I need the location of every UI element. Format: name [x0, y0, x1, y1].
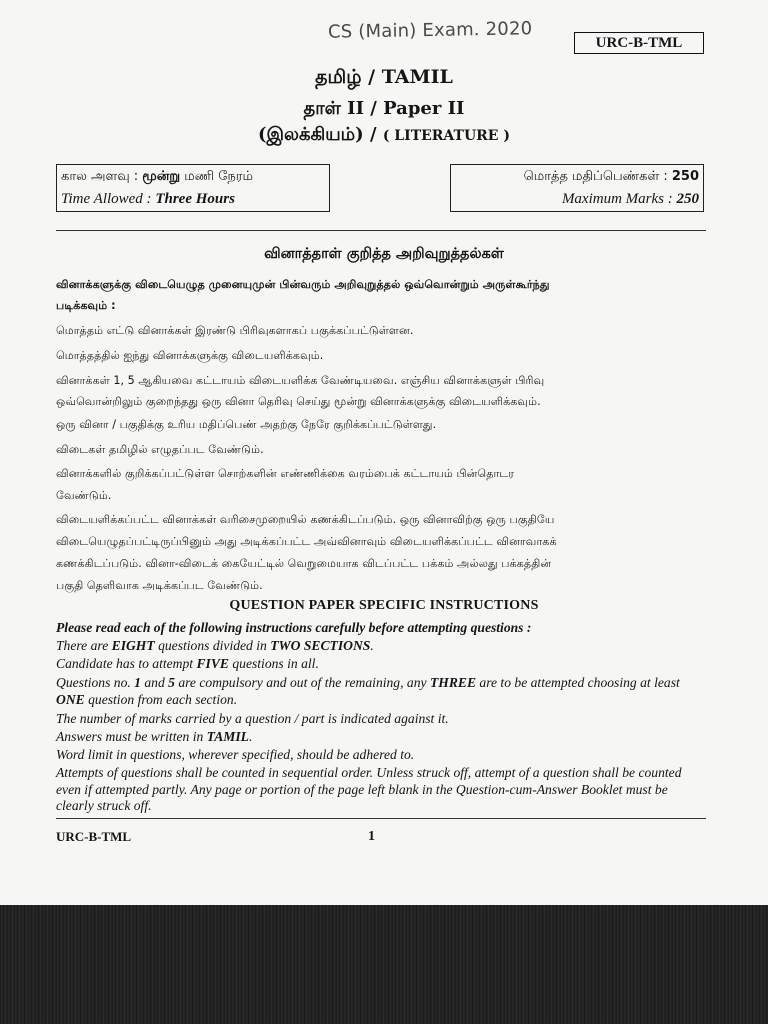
tamil-instruction-7c: கணக்கிடப்படும். வினா-விடைக் கையேட்டில் வெறுமையாக விடப்பட்ட பக்கம் அல்லது பக்கத்தின் [56, 557, 552, 570]
tamil-instruction-4: ஒரு வினா / பகுதிக்கு உரிய மதிப்பெண் அதற்கு நேரே குறிக்கப்பட்டுள்ளது. [56, 418, 437, 431]
tamil-instruction-7d: பகுதி தெளிவாக அடிக்கப்பட வேண்டும். [56, 579, 263, 592]
tamil-intro-line-2: படிக்கவும் : [56, 299, 116, 312]
tamil-instruction-5: விடைகள் தமிழில் எழுதப்பட வேண்டும். [56, 443, 264, 456]
tamil-instruction-6a: வினாக்களில் குறிக்கப்பட்டுள்ள சொற்களின் எண்ணிக்கை வரம்பைக் கட்டாயம் பின்தொடர [56, 467, 515, 480]
english-instruction-5: Answers must be written in TAMIL. [56, 729, 253, 744]
footer-page-number: 1 [368, 829, 375, 844]
tamil-instruction-1: மொத்தம் எட்டு வினாக்கள் இரண்டு பிரிவுகளாகப் பகுக்கப்பட்டுள்ளன. [56, 324, 414, 337]
paper-title: தாள் II / Paper II [303, 98, 465, 119]
time-english: Time Allowed : Three Hours [61, 191, 235, 207]
tamil-instruction-7b: விடையெழுதப்பட்டிருப்பினும் அது அடிக்கப்பட்ட அவ்வினாவும் விடையளிக்கப்பட்ட வினாவாகக் [56, 535, 557, 548]
english-instruction-7: Attempts of questions shall be counted in sequential order. Unless struck off, attempt of a question shall be counted even if attempted partly. Any page or portion of the page left blank in the Question-cum-Answer Booklet must be clearly struck off. [56, 765, 682, 813]
tamil-instruction-6b: வேண்டும். [56, 489, 112, 502]
section-title-tamil: (இலக்கியம்) / [258, 124, 377, 145]
paper-code-box: URC-B-TML [574, 32, 704, 54]
divider-bottom [56, 818, 706, 819]
divider-top [56, 230, 706, 231]
tamil-instructions-heading: வினாத்தாள் குறித்த அறிவுறுத்தல்கள் [264, 246, 504, 262]
subject-title: தமிழ் / TAMIL [315, 66, 453, 88]
english-instruction-1: There are EIGHT questions divided in TWO SECTIONS. [56, 638, 374, 653]
english-instruction-2: Candidate has to attempt FIVE questions in all. [56, 656, 319, 671]
english-instruction-4: The number of marks carried by a question / part is indicated against it. [56, 711, 449, 726]
section-title [0, 124, 768, 147]
marks-english: Maximum Marks : 250 [561, 191, 699, 207]
maximum-marks-box [450, 164, 704, 212]
english-instructions-heading: QUESTION PAPER SPECIFIC INSTRUCTIONS [229, 598, 539, 613]
tamil-instruction-3a: வினாக்கள் 1, 5 ஆகியவை கட்டாயம் விடையளிக்க வேண்டியவை. எஞ்சிய வினாக்களுள் பிரிவு [56, 374, 545, 387]
tamil-intro-line-1: வினாக்களுக்கு விடையெழுத முனையுமுன் பின்வரும் அறிவுறுத்தல் ஒவ்வொன்றும் அருள்கூர்ந்து [56, 278, 550, 291]
tamil-instruction-2: மொத்தத்தில் ஐந்து வினாக்களுக்கு விடையளிக்கவும். [56, 349, 324, 362]
time-allowed-box [56, 164, 330, 212]
marks-tamil: மொத்த மதிப்பெண்கள் : 250 [523, 169, 699, 184]
footer-paper-code: URC-B-TML [56, 829, 132, 844]
scanner-background [0, 905, 768, 1024]
english-intro: Please read each of the following instructions carefully before attempting questions : [56, 620, 532, 635]
exam-name-stamp: CS (Main) Exam. 2020 [327, 18, 533, 43]
english-instruction-3: Questions no. 1 and 5 are compulsory and out of the remaining, any THREE are to be attempted choosing at least ONE question from each section. [56, 675, 680, 707]
tamil-instruction-3b: ஒவ்வொன்றிலும் குறைந்தது ஒரு வினா தெரிவு செய்து மூன்று வினாக்களுக்கு விடையளிக்கவும். [56, 395, 541, 408]
tamil-instruction-7a: விடையளிக்கப்பட்ட வினாக்கள் வரிசைமுறையில் கணக்கிடப்படும். ஒரு வினாவிற்கு ஒரு பகுதியே [56, 513, 555, 526]
time-tamil: கால அளவு : மூன்று மணி நேரம் [61, 169, 253, 184]
section-title-english: ( LITERATURE ) [382, 128, 510, 144]
english-instruction-6: Word limit in questions, wherever specified, should be adhered to. [56, 747, 415, 762]
